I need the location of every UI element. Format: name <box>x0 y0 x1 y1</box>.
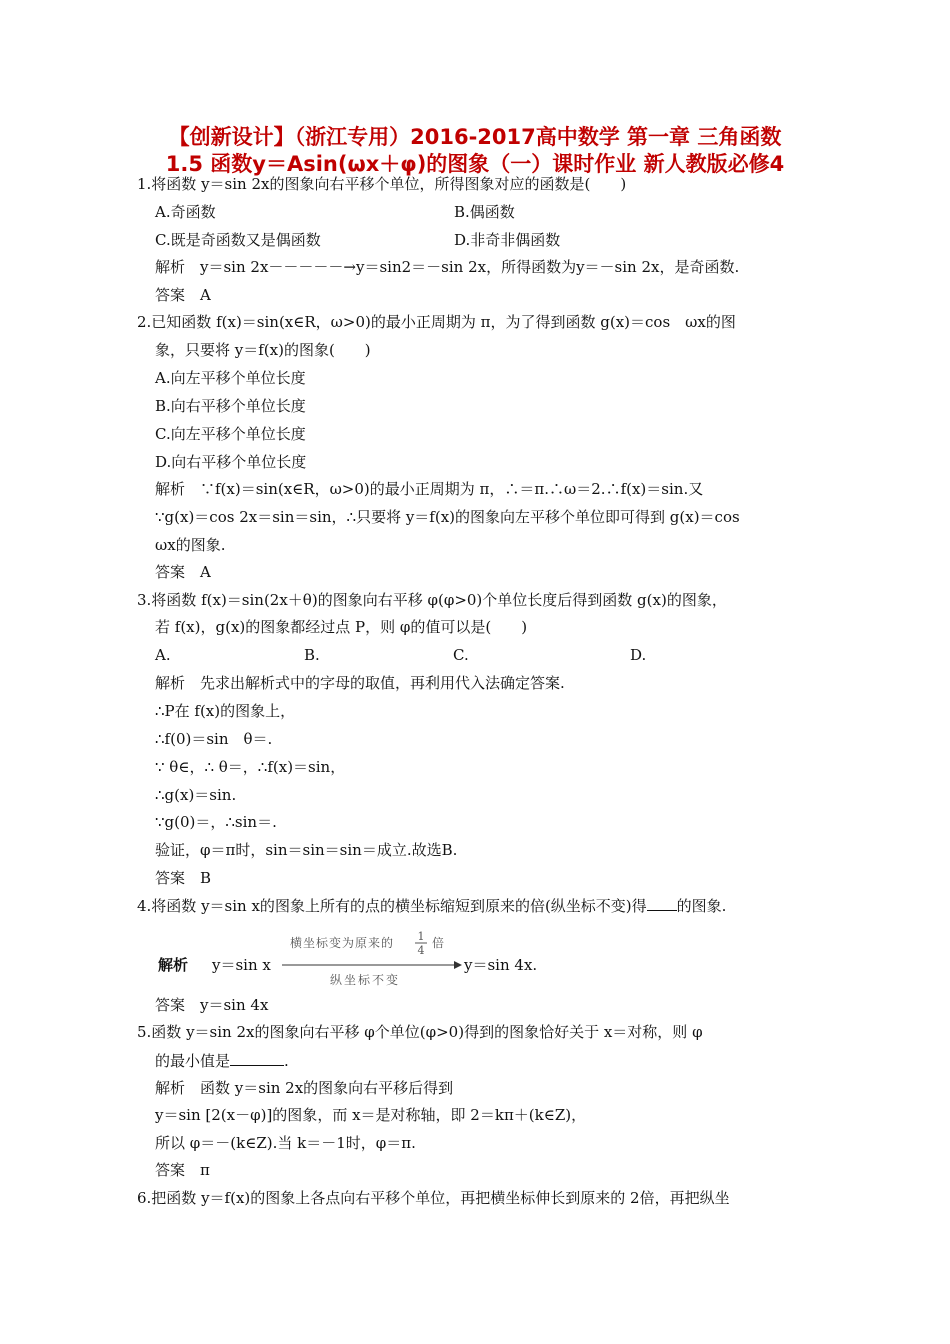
q3-step-6: 验证，φ＝π时，sin＝sin＝sin＝成立.故选B. <box>155 841 458 859</box>
q5-analysis-line-3: 所以 φ＝－(k∈Z).当 k＝－1时，φ＝π. <box>155 1134 416 1152</box>
q3-step-3: ∵ θ∈，∴ θ＝，∴f(x)＝sin， <box>155 758 346 776</box>
q4-stem <box>137 895 726 916</box>
q1-option-d: D.非奇非偶函数 <box>454 231 561 249</box>
q5-answer: 答案 π <box>155 1161 210 1179</box>
q4-diagram-frac-den: 4 <box>417 944 425 957</box>
q3-step-1: ∴P在 f(x)的图象上， <box>155 702 296 720</box>
q3-option-d: D. <box>630 646 647 664</box>
q4-diagram-label: 解析 <box>158 956 189 974</box>
q3-option-a: A. <box>155 646 171 664</box>
q4-diagram-right: y＝sin 4x. <box>464 956 538 974</box>
q3-analysis: 解析 先求出解析式中的字母的取值，再利用代入法确定答案. <box>155 674 565 692</box>
q5-stem-suffix: . <box>284 1052 289 1070</box>
q3-answer: 答案 B <box>155 869 212 887</box>
q2-option-a: A.向左平移个单位长度 <box>155 369 306 387</box>
q1-stem: 1.将函数 y＝sin 2x的图象向右平移个单位，所得图象对应的函数是( ) <box>137 175 627 193</box>
q4-diagram-bottom-text: 纵坐标不变 <box>330 973 401 987</box>
q2-option-b: B.向右平移个单位长度 <box>155 397 306 415</box>
q1-answer: 答案 A <box>155 286 211 304</box>
q4-diagram-top-text: 横坐标变为原来的 <box>290 936 395 950</box>
q2-stem-line-2: 象，只要将 y＝f(x)的图象( ) <box>155 341 371 359</box>
q4-transformation-diagram <box>158 926 578 990</box>
q4-diagram-frac-num: 1 <box>417 930 425 943</box>
q3-stem-line-2: 若 f(x)，g(x)的图象都经过点 P，则 φ的值可以是( ) <box>155 618 528 636</box>
q2-analysis-line-1: 解析 ∵f(x)＝sin(x∈R，ω>0)的最小正周期为 π，∴＝π.∴ω＝2.∴f(x)＝sin.又 <box>155 480 704 498</box>
q2-analysis-line-2: ∵g(x)＝cos 2x＝sin＝sin，∴只要将 y＝f(x)的图象向左平移个单位即可得到 g(x)＝cos <box>155 508 740 526</box>
q1-option-a: A.奇函数 <box>155 203 216 221</box>
q5-blank <box>230 1050 284 1066</box>
q3-option-c: C. <box>453 646 469 664</box>
q3-step-4: ∴g(x)＝sin. <box>155 786 237 804</box>
q3-step-2: ∴f(0)＝sin θ＝. <box>155 730 273 748</box>
q4-diagram-top-suffix: 倍 <box>432 936 445 950</box>
q4-stem-suffix: 的图象. <box>676 897 727 915</box>
transformation-arrow-graphic <box>158 926 578 990</box>
q2-answer: 答案 A <box>155 563 211 581</box>
q5-stem-text: 的最小值是 <box>155 1052 231 1070</box>
q1-analysis: 解析 y＝sin 2x－－－－－→y＝sin2＝－sin 2x，所得函数为y＝－sin 2x，是奇函数. <box>155 258 740 276</box>
q4-stem-text: 4.将函数 y＝sin x的图象上所有的点的横坐标缩短到原来的倍(纵坐标不变)得 <box>137 897 647 915</box>
page-title-line-2: 1.5 函数y＝Asin(ωx＋φ)的图象（一）课时作业 新人教版必修4 <box>165 152 785 176</box>
q4-blank <box>647 895 677 911</box>
q3-option-b: B. <box>304 646 320 664</box>
q2-analysis-line-3: ωx的图象. <box>155 536 226 554</box>
q5-analysis-line-2: y＝sin [2(x－φ)]的图象，而 x＝是对称轴，即 2＝kπ＋(k∈Z)， <box>155 1106 587 1124</box>
q3-stem-line-1: 3.将函数 f(x)＝sin(2x＋θ)的图象向右平移 φ(φ>0)个单位长度后得到函数 g(x)的图象， <box>137 591 727 609</box>
q5-stem-line-2 <box>155 1050 289 1071</box>
q5-analysis-line-1: 解析 函数 y＝sin 2x的图象向右平移后得到 <box>155 1079 454 1097</box>
q5-stem-line-1: 5.函数 y＝sin 2x的图象向右平移 φ个单位(φ>0)得到的图象恰好关于 x＝对称，则 φ <box>137 1023 703 1041</box>
q3-step-5: ∵g(0)＝，∴sin＝. <box>155 813 277 831</box>
q2-option-c: C.向左平移个单位长度 <box>155 425 306 443</box>
arrow-head-icon <box>454 961 462 969</box>
q1-option-c: C.既是奇函数又是偶函数 <box>155 231 321 249</box>
q6-stem-line-1: 6.把函数 y＝f(x)的图象上各点向右平移个单位，再把横坐标伸长到原来的 2倍，再把纵坐 <box>137 1189 730 1207</box>
q2-stem-line-1: 2.已知函数 f(x)＝sin(x∈R，ω>0)的最小正周期为 π，为了得到函数 g(x)＝cos ωx的图 <box>137 313 736 331</box>
q4-answer: 答案 y＝sin 4x <box>155 996 269 1014</box>
q4-diagram-left: y＝sin x <box>212 956 271 974</box>
page-title-line-1: 【创新设计】（浙江专用）2016-2017高中数学 第一章 三角函数 <box>168 125 782 149</box>
q2-option-d: D.向右平移个单位长度 <box>155 453 307 471</box>
q1-option-b: B.偶函数 <box>454 203 515 221</box>
